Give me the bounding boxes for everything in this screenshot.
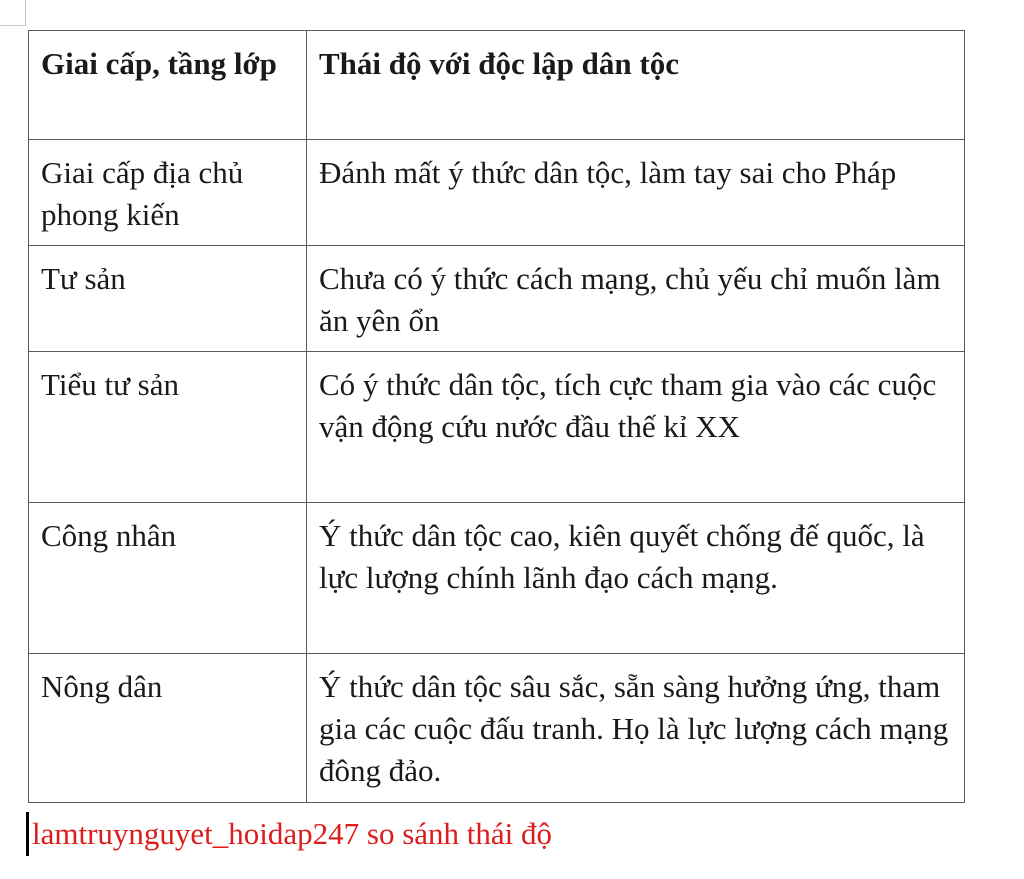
page-corner-mark <box>0 0 26 26</box>
caption-text[interactable]: lamtruynguyet_hoidap247 so sánh thái độ <box>26 812 552 856</box>
header-attitude-cell: Thái độ với độc lập dân tộc <box>307 31 965 140</box>
class-cell: Tư sản <box>29 246 307 352</box>
table-row <box>29 503 965 654</box>
table-header-row <box>29 31 965 140</box>
class-cell: Tiểu tư sản <box>29 352 307 503</box>
class-cell: Giai cấp địa chủ phong kiến <box>29 140 307 246</box>
attitude-cell: Đánh mất ý thức dân tộc, làm tay sai cho Pháp <box>307 140 965 246</box>
table-row <box>29 654 965 803</box>
comparison-table <box>28 30 965 803</box>
class-cell: Nông dân <box>29 654 307 803</box>
attitude-cell: Chưa có ý thức cách mạng, chủ yếu chỉ muốn làm ăn yên ổn <box>307 246 965 352</box>
attitude-cell: Ý thức dân tộc sâu sắc, sẵn sàng hưởng ứng, tham gia các cuộc đấu tranh. Họ là lực lượng cách mạng đông đảo. <box>307 654 965 803</box>
table-row <box>29 140 965 246</box>
table-row <box>29 246 965 352</box>
table-row <box>29 352 965 503</box>
attitude-cell: Có ý thức dân tộc, tích cực tham gia vào các cuộc vận động cứu nước đầu thế kỉ XX <box>307 352 965 503</box>
class-cell: Công nhân <box>29 503 307 654</box>
header-class-cell: Giai cấp, tầng lớp <box>29 31 307 140</box>
attitude-cell: Ý thức dân tộc cao, kiên quyết chống đế quốc, là lực lượng chính lãnh đạo cách mạng. <box>307 503 965 654</box>
